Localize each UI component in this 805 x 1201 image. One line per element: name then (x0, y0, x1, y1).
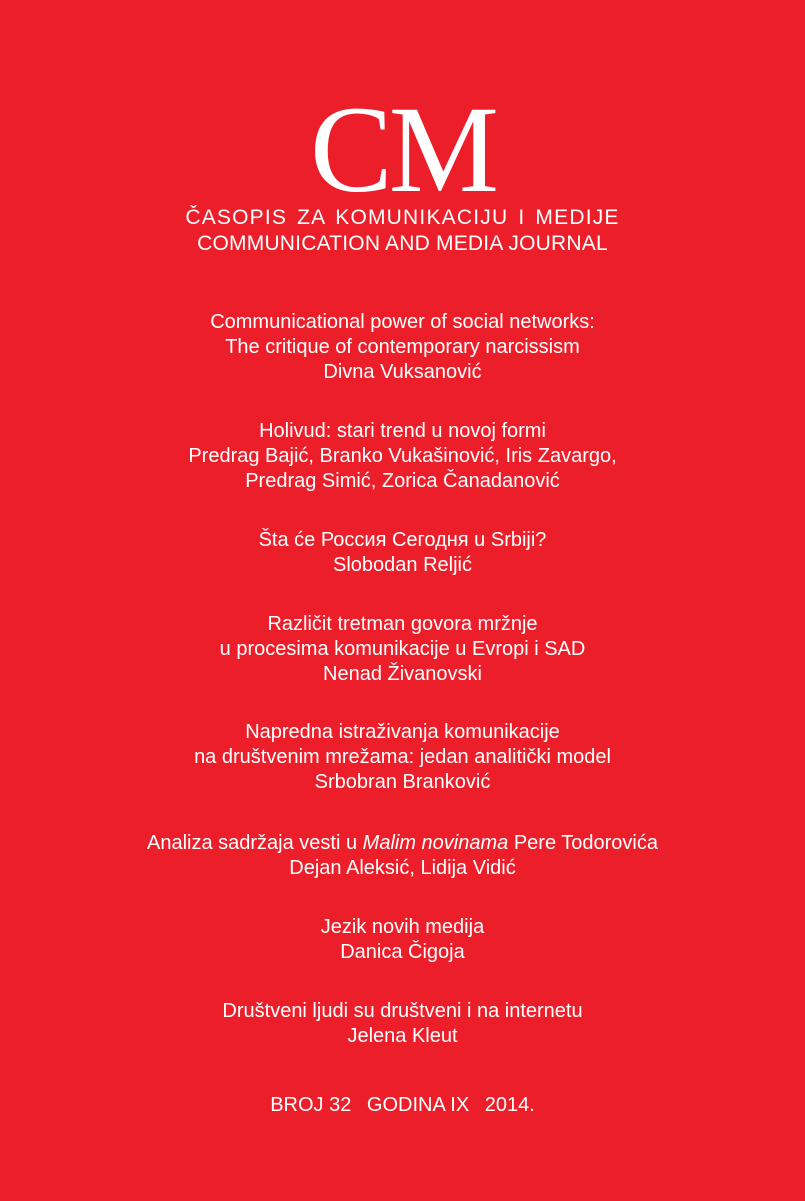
article-entry (0, 310, 805, 385)
article-title: Communicational power of social networks: (210, 311, 595, 333)
article-authors: Predrag Bajić, Branko Vukašinović, Iris Zavargo, (188, 445, 617, 467)
article-authors: Predrag Simić, Zorica Čanadanović (245, 470, 560, 492)
issue-info (0, 1092, 805, 1118)
article-title (0, 831, 805, 856)
article-title: na društvenim mrežama: jedan analitički model (194, 746, 611, 768)
article-entry (0, 999, 805, 1049)
article-authors: Nenad Živanovski (323, 663, 482, 685)
journal-subtitle-serbian: ČASOPIS ZA KOMUNIKACIJU I MEDIJE (185, 206, 620, 229)
issue-number: BROJ 32 (270, 1094, 352, 1116)
article-entry (0, 528, 805, 578)
article-entry (0, 612, 805, 687)
article-title: Društveni ljudi su društveni i na internetu (222, 1000, 583, 1022)
article-title-end: Pere Todorovića (508, 832, 658, 854)
article-title: Holivud: stari trend u novoj formi (259, 420, 546, 442)
article-title: Jezik novih medija (320, 916, 485, 938)
article-title-italic: Malim novinama (362, 832, 509, 854)
article-entry (0, 831, 805, 881)
issue-year-label: GODINA IX (366, 1094, 470, 1116)
journal-subtitle-english: COMMUNICATION AND MEDIA JOURNAL (197, 232, 608, 255)
article-entry (0, 720, 805, 795)
issue-year: 2014. (484, 1094, 535, 1116)
article-authors: Srbobran Branković (314, 771, 491, 793)
article-title: The critique of contemporary narcissism (225, 336, 580, 358)
article-authors: Divna Vuksanović (323, 361, 482, 383)
article-authors: Dejan Aleksić, Lidija Vidić (289, 857, 516, 879)
article-title-start: Analiza sadržaja vesti u (147, 832, 363, 854)
article-title: Napredna istraživanja komunikacije (245, 721, 560, 743)
article-entry (0, 419, 805, 494)
article-entry (0, 915, 805, 965)
journal-logo: CM (310, 81, 495, 218)
article-title: Šta će Россия Сегодня u Srbiji? (258, 529, 547, 551)
article-authors: Slobodan Reljić (333, 554, 472, 576)
article-authors: Jelena Kleut (347, 1025, 458, 1047)
article-title: Različit tretman govora mržnje (267, 613, 538, 635)
article-title: u procesima komunikacije u Evropi i SAD (219, 638, 586, 660)
article-authors: Danica Čigoja (340, 941, 465, 963)
